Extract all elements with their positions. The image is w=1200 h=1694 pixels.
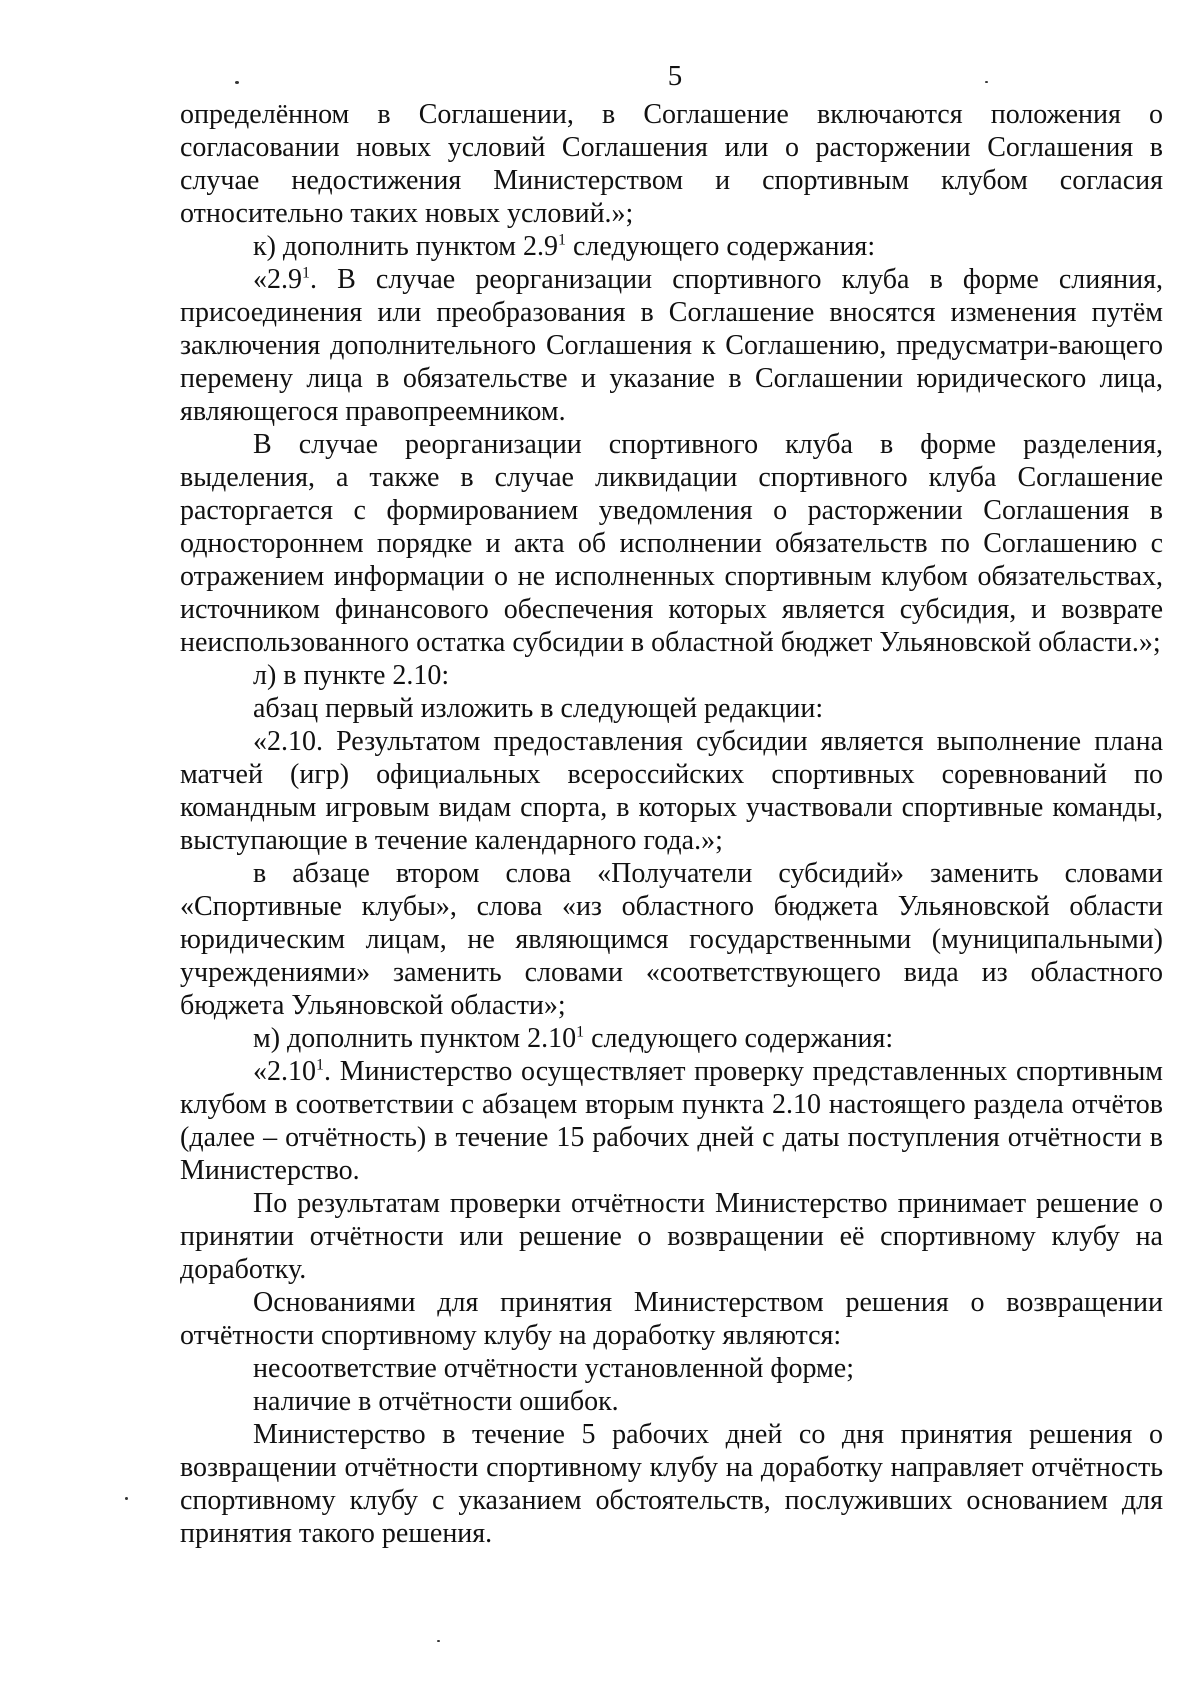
paragraph-15: Министерство в течение 5 рабочих дней со дня принятия решения о возвращении отчётности спортивному клубу на доработку направляет отчётность спортивному клубу с указанием обстоятельств, послуживших основанием для принятия такого решения. [180,1419,1163,1549]
paragraph-8: в абзаце втором слова «Получатели субсидий» заменить словами «Спортивные клубы», слова «из областного бюджета Ульяновской области юридическим лицам, не являющимся государственными (муниципальными) учреждениями» заменить словами «соответствующего вида из областного бюджета Ульяновской области»; [180,858,1163,1021]
paragraph-6: абзац первый изложить в следующей редакции: [253,693,824,724]
paragraph-5: л) в пункте 2.10: [253,660,450,691]
page-number: 5 [667,60,683,92]
paragraph-2: к) дополнить пунктом $2.9^1$ следующего содержания: [253,231,876,262]
superscript: 1 [316,1056,324,1074]
paragraph-12: Основаниями для принятия Министерством решения о возвращении отчётности спортивному клубу на доработку являются: [180,1287,1163,1351]
paragraph-10: «2.10$^1$. Министерство осуществляет проверку представленных спортивным клубом в соответствии с абзацем вторым пункта 2.10 настоящего раздела отчётов (далее – отчётность) в течение 15 рабочих дней с даты поступления отчётности в Министерство. [180,1056,1163,1186]
paragraph-13: несоответствие отчётности установленной форме; [253,1353,854,1384]
scan-speck [125,1497,128,1500]
superscript: 1 [302,264,310,282]
scan-speck [437,1640,440,1642]
paragraph-7: «2.10. Результатом предоставления субсидии является выполнение плана матчей (игр) официальных всероссийских спортивных соревнований по командным игровым видам спорта, в которых участвовали спортивные команды, выступающие в течение календарного года.»; [180,726,1163,856]
paragraph-9: м) дополнить пунктом 2.10$^1$ следующего содержания: [253,1023,894,1054]
paragraph-1: определённом в Соглашении, в Соглашение включаются положения о согласовании новых условий Соглашения или о расторжении Соглашения в случае недостижения Министерством и спортивным клубом согласия относительно таких новых условий.»; [180,99,1163,229]
paragraph-11: По результатам проверки отчётности Министерство принимает решение о принятии отчётности или решение о возвращении её спортивному клубу на доработку. [180,1188,1163,1285]
document-body [180,98,1163,1550]
scan-speck [235,81,239,84]
paragraph-14: наличие в отчётности ошибок. [253,1386,619,1417]
superscript: 1 [576,1023,585,1041]
paragraph-3: «$2.9^1$. В случае реорганизации спортивного клуба в форме слияния, присоединения или преобразования в Соглашение вносятся изменения путём заключения дополнительного Соглашения к Соглашению, предусматри-вающего перемену лица в обязательстве и указание в Соглашении юридического лица, являющегося правопреемником. [180,264,1163,427]
superscript: 1 [558,231,566,249]
scan-speck [985,81,988,83]
paragraph-4: В случае реорганизации спортивного клуба в форме разделения, выделения, а также в случае ликвидации спортивного клуба Соглашение расторгается с формированием уведомления о расторжении Соглашения в одностороннем порядке и акта об исполнении обязательств по Соглашению с отражением информации о не исполненных спортивным клубом обязательствах, источником финансового обеспечения которых является субсидия, и возврате неиспользованного остатка субсидии в областной бюджет Ульяновской области.»; [180,429,1163,658]
